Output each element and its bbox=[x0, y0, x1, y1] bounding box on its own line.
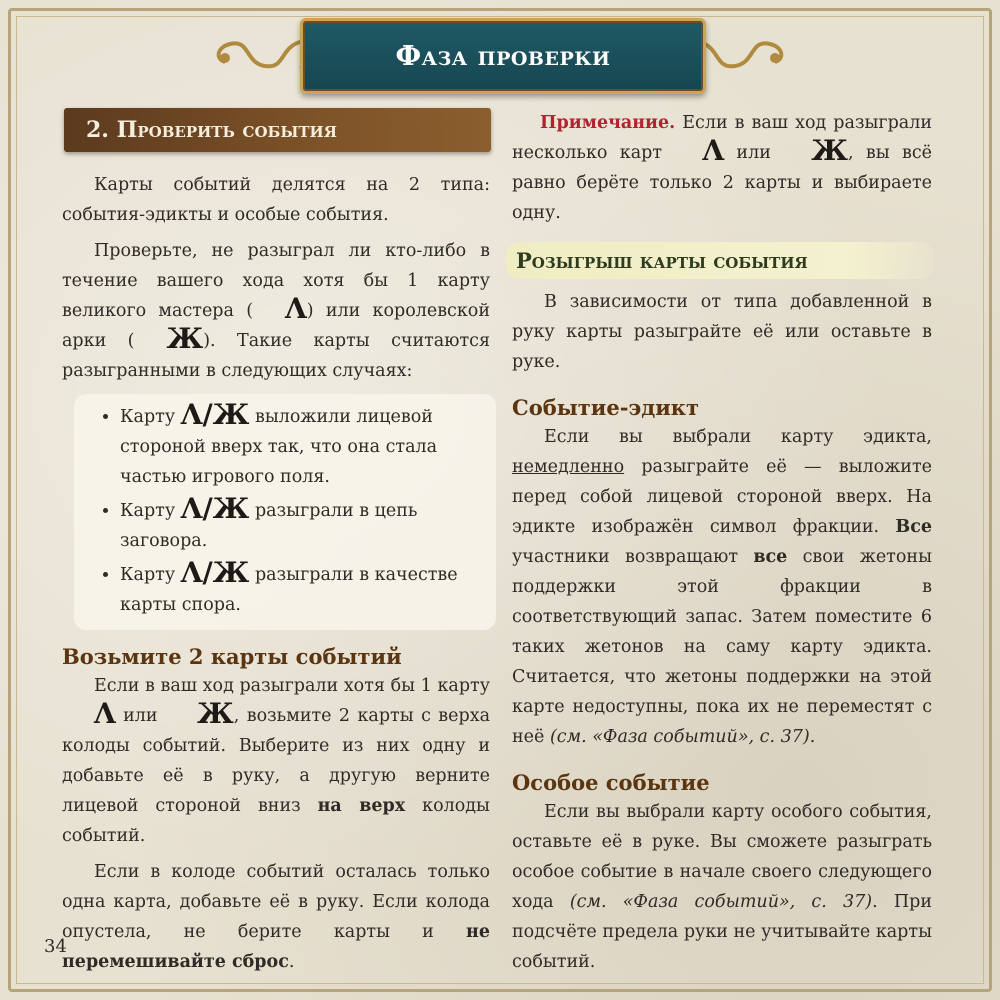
take-text-or: или bbox=[115, 706, 166, 726]
grand-master-icon: Λ bbox=[94, 697, 116, 730]
right-column bbox=[512, 108, 932, 977]
special-event-heading: Особое событие bbox=[512, 770, 710, 795]
note-paragraph bbox=[512, 108, 932, 228]
list-item bbox=[120, 492, 480, 556]
check-text-b: ) или королевской арки ( bbox=[62, 301, 490, 351]
edict-text-underline: немедленно bbox=[512, 457, 625, 477]
take-text-bold: на верх bbox=[317, 796, 406, 816]
take-cards-heading: Возьмите 2 карты событий bbox=[62, 644, 402, 669]
edict-paragraph bbox=[512, 422, 932, 752]
section-header bbox=[64, 108, 491, 152]
take-text-b: , возьмите 2 карты с верха колоды событий. Выберите из них одну и добавьте её в руку, а другую верните лицевой стороной вниз bbox=[62, 706, 491, 816]
left-column bbox=[62, 108, 490, 977]
check-text-a: Проверьте, не разыграл ли кто-либо в течение вашего хода хотя бы 1 карту великого мастера ( bbox=[62, 241, 490, 321]
take-text-c: колоды событий. bbox=[62, 796, 490, 846]
empty-deck-text-a: Если в колоде событий осталась только одна карта, добавьте её в руку. Если колода опустела, не берите карты и bbox=[62, 862, 490, 942]
page-title: Фаза проверки bbox=[395, 40, 611, 72]
edict-text-bold2: все bbox=[753, 547, 788, 567]
check-text-c: ). Такие карты считаются разыгранными в следующих случаях: bbox=[62, 331, 490, 381]
royal-arch-icon: Ж bbox=[166, 322, 204, 355]
take-text-a: Если в ваш ход разыграли хотя бы 1 карту bbox=[94, 676, 490, 696]
take-cards-paragraph bbox=[62, 671, 490, 851]
edict-text-c: участники возвращают bbox=[512, 547, 754, 567]
royal-arch-icon: Ж bbox=[197, 697, 234, 730]
special-text-italic: (см. «Фаза событий», с. 37) bbox=[569, 892, 873, 912]
empty-deck-text-c: . bbox=[288, 952, 295, 972]
edict-text-d: свои жетоны поддержки этой фракции в соответствующий запас. Затем поместите 6 таких жетонов на саму карту эдикта. Считается, что жетоны поддержки на этой карте недоступны, пока их не переместят с неё bbox=[512, 547, 932, 747]
edict-heading: Событие-эдикт bbox=[512, 395, 699, 420]
list-item-text: разыграли в цепь заговора. bbox=[120, 501, 418, 551]
special-text-a: Если вы выбрали карту особого события, оставьте её в руке. Вы сможете разыграть особое событие в начале своего следующего хода bbox=[512, 802, 932, 912]
section-title: 2. Проверить события bbox=[86, 117, 337, 143]
edict-text-bold1: Все bbox=[895, 517, 932, 537]
special-text-b: . При подсчёте предела руки не учитывайте карты событий. bbox=[512, 892, 932, 972]
check-paragraph bbox=[62, 236, 490, 386]
list-item-text: разыграли в качестве карты спора. bbox=[120, 565, 458, 615]
play-card-heading: Розыгрыш карты события bbox=[506, 242, 934, 279]
page-title-banner bbox=[300, 18, 706, 94]
intro-paragraph: Карты событий делятся на 2 типа: события-эдикты и особые события. bbox=[62, 175, 490, 225]
special-event-paragraph bbox=[512, 797, 932, 977]
play-card-paragraph: В зависимости от типа добавленной в руку карты разыграйте её или оставьте в руке. bbox=[512, 292, 932, 372]
list-item-text: выложили лицевой стороной вверх так, что она стала частью игрового поля. bbox=[120, 407, 438, 487]
grand-master-icon: Λ bbox=[702, 134, 725, 167]
edict-text-a: Если вы выбрали карту эдикта, bbox=[544, 427, 932, 447]
card-type-icons: Λ/Ж bbox=[180, 556, 250, 589]
list-item-text: Карту bbox=[120, 407, 181, 427]
empty-deck-paragraph bbox=[62, 857, 490, 977]
note-text-b: , вы всё равно берёте только 2 карты и выбираете одну. bbox=[512, 143, 932, 223]
cases-list bbox=[96, 398, 480, 620]
list-item bbox=[120, 398, 480, 492]
edict-text-b: разыграйте её — выложите перед собой лицевой стороной вверх. На эдикте изображён символ фракции. bbox=[512, 457, 932, 537]
edict-text-italic: (см. «Фаза событий», с. 37) bbox=[549, 727, 810, 747]
cases-box bbox=[74, 394, 496, 630]
page-number: 34 bbox=[44, 936, 67, 957]
grand-master-icon: Λ bbox=[285, 292, 307, 325]
royal-arch-icon: Ж bbox=[811, 134, 848, 167]
empty-deck-text-bold: не перемешивайте сброс bbox=[62, 922, 490, 972]
note-text-or: или bbox=[724, 143, 784, 163]
list-item-text: Карту bbox=[120, 501, 181, 521]
note-text-a: Если в ваш ход разыграли несколько карт bbox=[512, 113, 932, 163]
edict-text-e: . bbox=[809, 727, 816, 747]
list-item-text: Карту bbox=[120, 565, 181, 585]
list-item bbox=[120, 556, 480, 620]
card-type-icons: Λ/Ж bbox=[180, 398, 250, 431]
card-type-icons: Λ/Ж bbox=[180, 492, 250, 525]
note-label: Примечание. bbox=[540, 113, 676, 133]
